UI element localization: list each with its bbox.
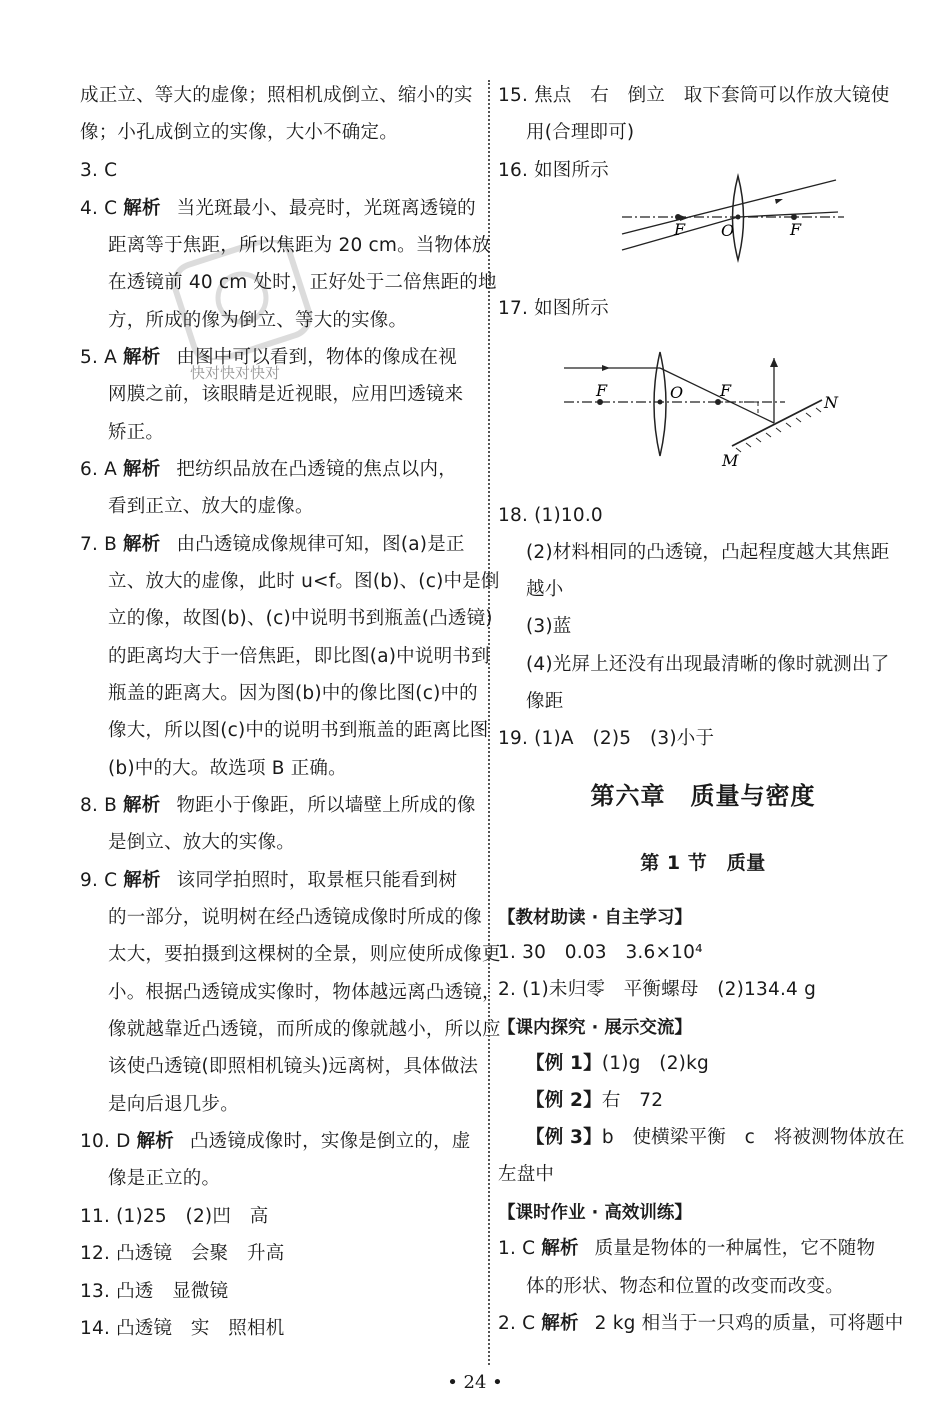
answer-line: 1. 30 0.03 3.6×10⁴ (498, 942, 703, 963)
optical-center-label: O (670, 383, 684, 402)
answer-line: 2. (1)未归零 平衡螺母 (2)134.4 g (498, 979, 817, 1000)
answer-line: 太大，要拍摄到这棵树的全景，则应使所成像更 (108, 944, 501, 965)
section-title: 第 1 节 质量 (640, 852, 766, 874)
answer-18: 18. (1)10.0 (498, 505, 603, 526)
mirror-label-m: M (722, 451, 739, 470)
example-1: 【例 1】(1)g (2)kg (526, 1053, 709, 1074)
answer-line: (3)蓝 (526, 616, 572, 637)
focus-label-left: F (674, 220, 686, 239)
answer-line: 是倒立、放大的实像。 (108, 832, 296, 853)
example-2: 【例 2】右 72 (526, 1090, 664, 1111)
answer-13: 13. 凸透 显微镜 (80, 1281, 229, 1302)
answer-line: 体的形状、物态和位置的改变而改变。 (526, 1276, 844, 1297)
answer-line: 在透镜前 40 cm 处时，正好处于二倍焦距的地 (108, 272, 497, 293)
answer-line: 左盘中 (498, 1164, 555, 1185)
answer-line: 小。根据凸透镜成实像时，物体越远离凸透镜， (108, 982, 501, 1003)
answer-line: (4)光屏上还没有出现最清晰的像时就测出了 (526, 654, 890, 675)
lens-diagram-16 (618, 172, 848, 264)
answer-16: 16. 如图所示 (498, 160, 609, 181)
answer-line: 的一部分，说明树在经凸透镜成像时所成的像 (108, 907, 483, 928)
answer-line: 矫正。 (108, 422, 165, 443)
answer-line: 网膜之前，该眼睛是近视眼，应用凹透镜来 (108, 384, 464, 405)
answer-line: 看到正立、放大的虚像。 (108, 496, 314, 517)
answer-line: 距离等于焦距，所以焦距为 20 cm。当物体放 (108, 235, 491, 256)
answer-9: 9. C 解析 该同学拍照时，取景框只能看到树 (80, 870, 458, 891)
answer-14: 14. 凸透镜 实 照相机 (80, 1318, 285, 1339)
answer-12: 12. 凸透镜 会聚 升高 (80, 1243, 285, 1264)
focus-label-right: F (720, 381, 732, 400)
homework-1: 1. C 解析 质量是物体的一种属性，它不随物 (498, 1238, 876, 1259)
answer-15: 15. 焦点 右 倒立 取下套筒可以作放大镜使 (498, 85, 890, 106)
page-number: • 24 • (447, 1372, 503, 1393)
answer-line: 像距 (526, 691, 564, 712)
answer-line: 该使凸透镜(即照相机镜头)远离树，具体做法 (108, 1056, 479, 1077)
section-header: 【课时作业 · 高效训练】 (498, 1203, 692, 1223)
answer-6: 6. A 解析 把纺织品放在凸透镜的焦点以内， (80, 459, 457, 480)
answer-line: 立的像，故图(b)、(c)中说明书到瓶盖(凸透镜) (108, 608, 493, 629)
focus-label-right: F (790, 220, 802, 239)
answer-line: (b)中的大。故选项 B 正确。 (108, 758, 347, 779)
answer-line: 像；小孔成倒立的实像，大小不确定。 (80, 122, 398, 143)
answer-10: 10. D 解析 凸透镜成像时，实像是倒立的，虚 (80, 1131, 471, 1152)
answer-line: 用(合理即可) (526, 122, 635, 143)
mirror-label-n: N (824, 393, 838, 412)
section-header: 【教材助读 · 自主学习】 (498, 908, 692, 928)
answer-4: 4. C 解析 当光斑最小、最亮时，光斑离透镜的 (80, 198, 476, 219)
answer-line: 像大，所以图(c)中的说明书到瓶盖的距离比图 (108, 720, 489, 741)
answer-5: 5. A 解析 由图中可以看到，物体的像成在视 (80, 347, 457, 368)
answer-line: (2)材料相同的凸透镜，凸起程度越大其焦距 (526, 542, 890, 563)
answer-3: 3. C (80, 160, 118, 181)
chapter-title: 第六章 质量与密度 (590, 782, 816, 810)
homework-2: 2. C 解析 2 kg 相当于一只鸡的质量，可将题中 (498, 1313, 904, 1334)
answer-line: 像是正立的。 (108, 1168, 221, 1189)
answer-line: 像就越靠近凸透镜，而所成的像就越小，所以应 (108, 1019, 501, 1040)
answer-line: 立、放大的虚像，此时 u<f。图(b)、(c)中是倒 (108, 571, 500, 592)
lens-mirror-diagram-17 (560, 348, 850, 473)
section-header: 【课内探究 · 展示交流】 (498, 1018, 692, 1038)
answer-7: 7. B 解析 由凸透镜成像规律可知，图(a)是正 (80, 534, 465, 555)
example-3: 【例 3】b 使横梁平衡 c 将被测物体放在 (526, 1127, 905, 1148)
answer-line: 是向后退几步。 (108, 1094, 239, 1115)
focus-label-left: F (596, 381, 608, 400)
answer-11: 11. (1)25 (2)凹 高 (80, 1206, 269, 1227)
answer-line: 瓶盖的距离大。因为图(b)中的像比图(c)中的 (108, 683, 478, 704)
watermark-text: 快对快对快对 (190, 364, 281, 382)
answer-17: 17. 如图所示 (498, 298, 609, 319)
answer-line: 成正立、等大的虚像；照相机成倒立、缩小的实 (80, 85, 473, 106)
answer-line: 的距离均大于一倍焦距，即比图(a)中说明书到 (108, 646, 490, 667)
answer-line: 越小 (526, 579, 564, 600)
optical-center-label: O (721, 221, 735, 240)
answer-line: 方，所成的像为倒立、等大的实像。 (108, 310, 408, 331)
answer-8: 8. B 解析 物距小于像距，所以墙壁上所成的像 (80, 795, 476, 816)
answer-19: 19. (1)A (2)5 (3)小于 (498, 728, 715, 749)
